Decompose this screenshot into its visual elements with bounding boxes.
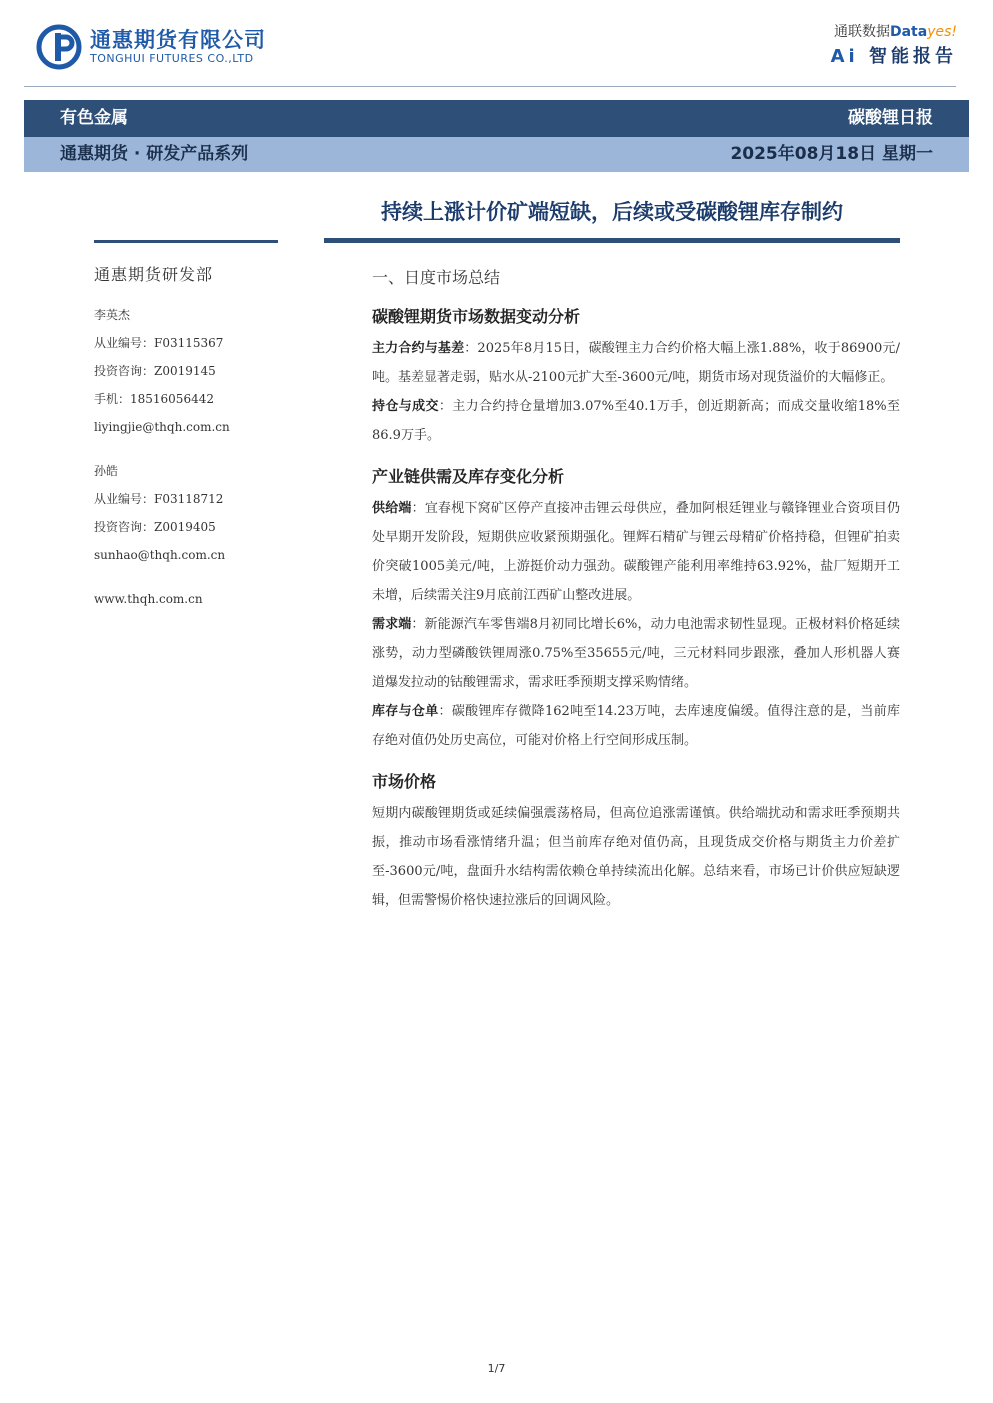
paragraph-label: 持仓与成交 xyxy=(372,399,439,414)
section-title: 一、日度市场总结 xyxy=(372,268,501,287)
datayes-brand xyxy=(831,22,957,70)
category-bar xyxy=(24,100,969,137)
brand-ai-icon: Ai xyxy=(830,46,859,67)
paragraph xyxy=(372,494,900,610)
analyst-sidebar xyxy=(94,262,314,613)
analyst-consult: 投资咨询：Z0019405 xyxy=(94,520,216,534)
analyst-license: 从业编号：F03115367 xyxy=(94,336,224,350)
analyst-name: 孙皓 xyxy=(94,464,119,478)
page-number: 1/7 xyxy=(487,1362,506,1375)
subsection-title: 产业链供需及库存变化分析 xyxy=(372,467,565,486)
category-label: 有色金属 xyxy=(60,108,128,128)
analyst-consult: 投资咨询：Z0019145 xyxy=(94,364,216,378)
paragraph-label: 主力合约与基差 xyxy=(372,341,465,356)
brand-data: Data xyxy=(889,24,928,40)
department-name: 通惠期货研发部 xyxy=(94,265,214,284)
report-body xyxy=(372,262,900,915)
analyst-license: 从业编号：F03118712 xyxy=(94,492,224,506)
paragraph-text: ：主力合约持仓量增加3.07%至40.1万手，创近期新高；而成交量收缩18%至86.9万手。 xyxy=(372,399,900,443)
report-headline: 持续上涨计价矿端短缺，后续或受碳酸锂库存制约 xyxy=(381,200,843,224)
analyst-phone: 手机：18516056442 xyxy=(94,392,214,406)
subsection-title: 碳酸锂期货市场数据变动分析 xyxy=(372,307,581,326)
paragraph-label: 库存与仓单 xyxy=(372,704,439,719)
tonghui-logo-icon xyxy=(36,24,82,70)
analyst-card xyxy=(94,457,314,569)
paragraph xyxy=(372,334,900,392)
headline-rule xyxy=(324,238,900,243)
analyst-email[interactable]: sunhao@thqh.com.cn xyxy=(94,548,226,562)
paragraph-text: ：碳酸锂库存微降162吨至14.23万吨，去库速度偏缓。值得注意的是，当前库存绝对值仍处历史高位，可能对价格上行空间形成压制。 xyxy=(372,704,900,748)
paragraph-text: ：新能源汽车零售端8月初同比增长6%，动力电池需求韧性显现。正极材料价格延续涨势，动力型磷酸铁锂周涨0.75%至35655元/吨，三元材料同步跟涨，叠加人形机器人赛道爆发拉动的钴酸锂需求，需求旺季预期支撑采购情绪。 xyxy=(372,617,900,690)
paragraph xyxy=(372,697,900,755)
company-logo xyxy=(36,24,266,70)
paragraph xyxy=(372,392,900,450)
logo-english-name: TONGHUI FUTURES CO.,LTD xyxy=(90,52,254,65)
header-divider xyxy=(24,86,956,87)
report-type-label: 碳酸锂日报 xyxy=(848,108,933,128)
sidebar-rule xyxy=(94,240,278,243)
website-link[interactable]: www.thqh.com.cn xyxy=(94,592,203,606)
paragraph: 短期内碳酸锂期货或延续偏强震荡格局，但高位追涨需谨慎。供给端扰动和需求旺季预期共振，推动市场看涨情绪升温；但当前库存绝对值仍高，且现货成交价格与期货主力价差扩至-3600元/吨，盘面升水结构需依赖仓单持续流出化解。总结来看，市场已计价供应短缺逻辑，但需警惕价格快速拉涨后的回调风险。 xyxy=(372,806,900,908)
analyst-card xyxy=(94,301,314,441)
series-bar xyxy=(24,137,969,172)
paragraph-label: 需求端 xyxy=(372,617,412,632)
brand-yes: yes! xyxy=(927,24,957,40)
analyst-email[interactable]: liyingjie@thqh.com.cn xyxy=(94,420,230,434)
paragraph-label: 供给端 xyxy=(372,501,412,516)
report-date: 2025年08月18日 星期一 xyxy=(730,144,933,164)
analyst-name: 李英杰 xyxy=(94,308,131,322)
series-label: 通惠期货 · 研发产品系列 xyxy=(60,144,249,164)
brand-report-label: 智能报告 xyxy=(869,46,957,67)
brand-prefix: 通联数据 xyxy=(833,24,890,40)
logo-chinese-name: 通惠期货有限公司 xyxy=(90,28,266,52)
paragraph-text: ：2025年8月15日，碳酸锂主力合约价格大幅上涨1.88%，收于86900元/吨。基差显著走弱，贴水从-2100元扩大至-3600元/吨，期货市场对现货溢价的大幅修正。 xyxy=(372,341,900,385)
paragraph-text: ：宜春枧下窝矿区停产直接冲击锂云母供应，叠加阿根廷锂业与赣锋锂业合资项目仍处早期开发阶段，短期供应收紧预期强化。锂辉石精矿与锂云母精矿价格持稳，但锂矿拍卖价突破1005美元/吨，上游挺价动力强劲。碳酸锂产能利用率维持63.92%，盐厂短期开工未增，后续需关注9月底前江西矿山整改进展。 xyxy=(372,501,900,603)
subsection-title: 市场价格 xyxy=(372,772,437,791)
paragraph xyxy=(372,610,900,697)
